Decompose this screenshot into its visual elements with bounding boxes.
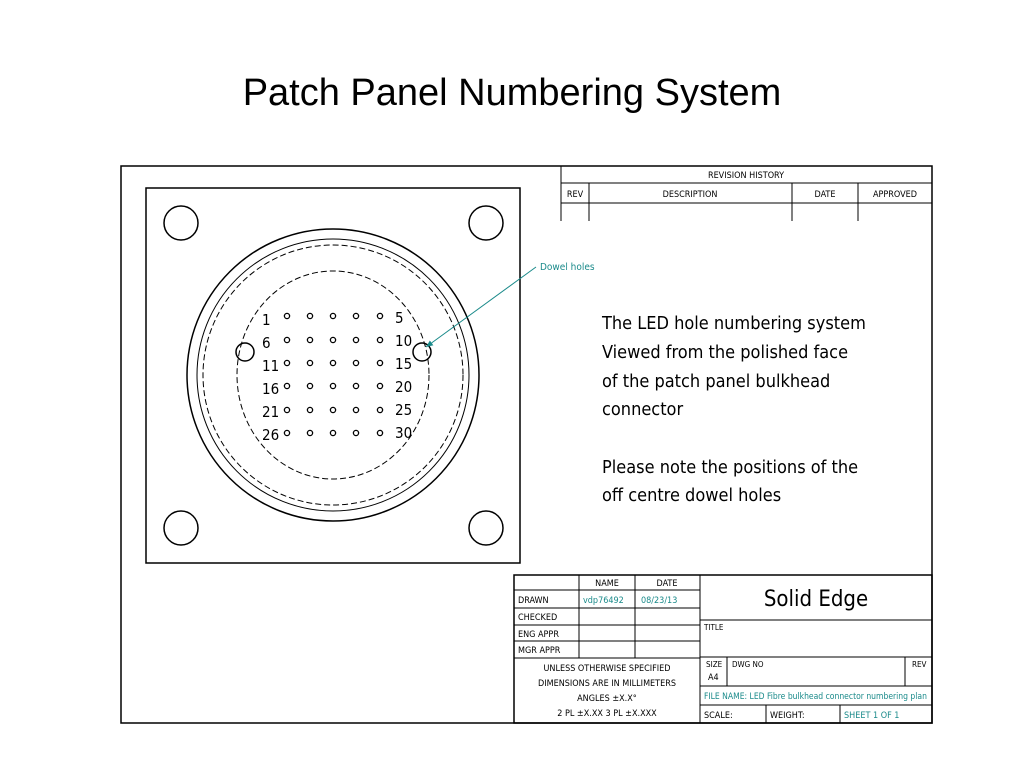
dwg-no-label: DWG NO (732, 660, 764, 669)
fibre-hole (307, 383, 312, 388)
fibre-hole (330, 407, 335, 412)
note-line: Please note the positions of the (602, 457, 859, 478)
drawn-label: DRAWN (518, 596, 549, 606)
mounting-hole-bottom-right (469, 511, 503, 545)
connector-inner-ring (197, 239, 469, 511)
size-label: SIZE (706, 660, 723, 669)
row-label-left: 26 (262, 426, 280, 444)
fibre-hole (330, 337, 335, 342)
fibre-hole (307, 360, 312, 365)
fibre-hole (307, 430, 312, 435)
fibre-hole (353, 383, 358, 388)
fibre-hole (330, 360, 335, 365)
row-label-right: 10 (395, 332, 413, 350)
row-label-left: 6 (262, 334, 271, 352)
title-label: TITLE (704, 623, 724, 632)
tolerance-note: 2 PL ±X.XX 3 PL ±X.XXX (557, 709, 657, 719)
date-header: DATE (814, 190, 836, 200)
connector-outer-ring (187, 229, 479, 521)
mounting-hole-bottom-left (164, 511, 198, 545)
fibre-hole (353, 430, 358, 435)
fibre-hole (284, 430, 289, 435)
fibre-hole (377, 337, 382, 342)
company-name: Solid Edge (763, 587, 869, 612)
dowel-holes-callout: Dowel holes (540, 262, 595, 273)
fibre-hole (353, 360, 358, 365)
mounting-hole-top-left (164, 206, 198, 240)
fibre-hole (353, 337, 358, 342)
fibre-hole (377, 313, 382, 318)
checked-label: CHECKED (518, 613, 558, 623)
title-block (514, 575, 932, 723)
notes-block (601, 313, 866, 506)
scale-label: SCALE: (704, 711, 733, 721)
row-label-right: 15 (395, 355, 413, 373)
row-labels-right (395, 309, 412, 442)
fibre-hole (353, 407, 358, 412)
eng-appr-label: ENG APPR (518, 630, 559, 640)
fibre-hole (307, 313, 312, 318)
dowel-hole-left (236, 343, 254, 361)
fibre-hole (377, 430, 382, 435)
size-value: A4 (708, 673, 719, 683)
note-line: connector (602, 399, 684, 420)
row-label-left: 11 (262, 357, 280, 375)
mgr-appr-label: MGR APPR (518, 646, 561, 656)
file-name: FILE NAME: LED Fibre bulkhead connector numbering plan (704, 692, 927, 702)
description-header: DESCRIPTION (662, 190, 718, 200)
row-label-right: 5 (395, 309, 404, 327)
fibre-hole (377, 360, 382, 365)
fibre-hole (284, 383, 289, 388)
sheet-number: SHEET 1 OF 1 (844, 711, 900, 721)
tolerance-note: UNLESS OTHERWISE SPECIFIED (543, 664, 671, 674)
fibre-hole-grid (284, 313, 382, 435)
row-label-right: 30 (395, 424, 413, 442)
row-label-right: 25 (395, 401, 413, 419)
fibre-hole (307, 407, 312, 412)
fibre-hole (330, 383, 335, 388)
insert-dashed-outline (237, 271, 429, 479)
name-header: NAME (595, 579, 619, 589)
slide-title: Patch Panel Numbering System (242, 72, 782, 114)
note-line: off centre dowel holes (602, 485, 782, 506)
row-label-left: 21 (262, 403, 280, 421)
connector-flange (146, 188, 520, 563)
fibre-hole (307, 337, 312, 342)
drawn-date: 08/23/13 (641, 596, 678, 606)
mounting-hole-top-right (469, 206, 503, 240)
fibre-hole (330, 430, 335, 435)
row-label-left: 1 (262, 311, 271, 329)
row-label-left: 16 (262, 380, 280, 398)
tolerance-note: DIMENSIONS ARE IN MILLIMETERS (537, 679, 677, 689)
note-line: The LED hole numbering system (602, 313, 866, 334)
row-labels-left (262, 311, 279, 444)
fibre-hole (284, 407, 289, 412)
note-line: of the patch panel bulkhead (602, 371, 831, 392)
fibre-hole (284, 360, 289, 365)
tolerance-note: ANGLES ±X.X° (577, 694, 637, 704)
fibre-hole (284, 313, 289, 318)
date-header: DATE (656, 579, 678, 589)
fibre-hole (353, 313, 358, 318)
rev-header: REV (566, 190, 584, 200)
drawn-name: vdp76492 (583, 596, 624, 606)
revision-history-table (561, 166, 932, 221)
rev-label: REV (912, 660, 927, 669)
row-label-right: 20 (395, 378, 413, 396)
approved-header: APPROVED (872, 190, 918, 200)
fibre-hole (377, 407, 382, 412)
fibre-hole (330, 313, 335, 318)
connector-dashed-ring (203, 245, 463, 505)
fibre-hole (377, 383, 382, 388)
weight-label: WEIGHT: (770, 711, 805, 721)
note-line: Viewed from the polished face (602, 342, 849, 363)
fibre-hole (284, 337, 289, 342)
revision-history-title: REVISION HISTORY (707, 171, 785, 181)
